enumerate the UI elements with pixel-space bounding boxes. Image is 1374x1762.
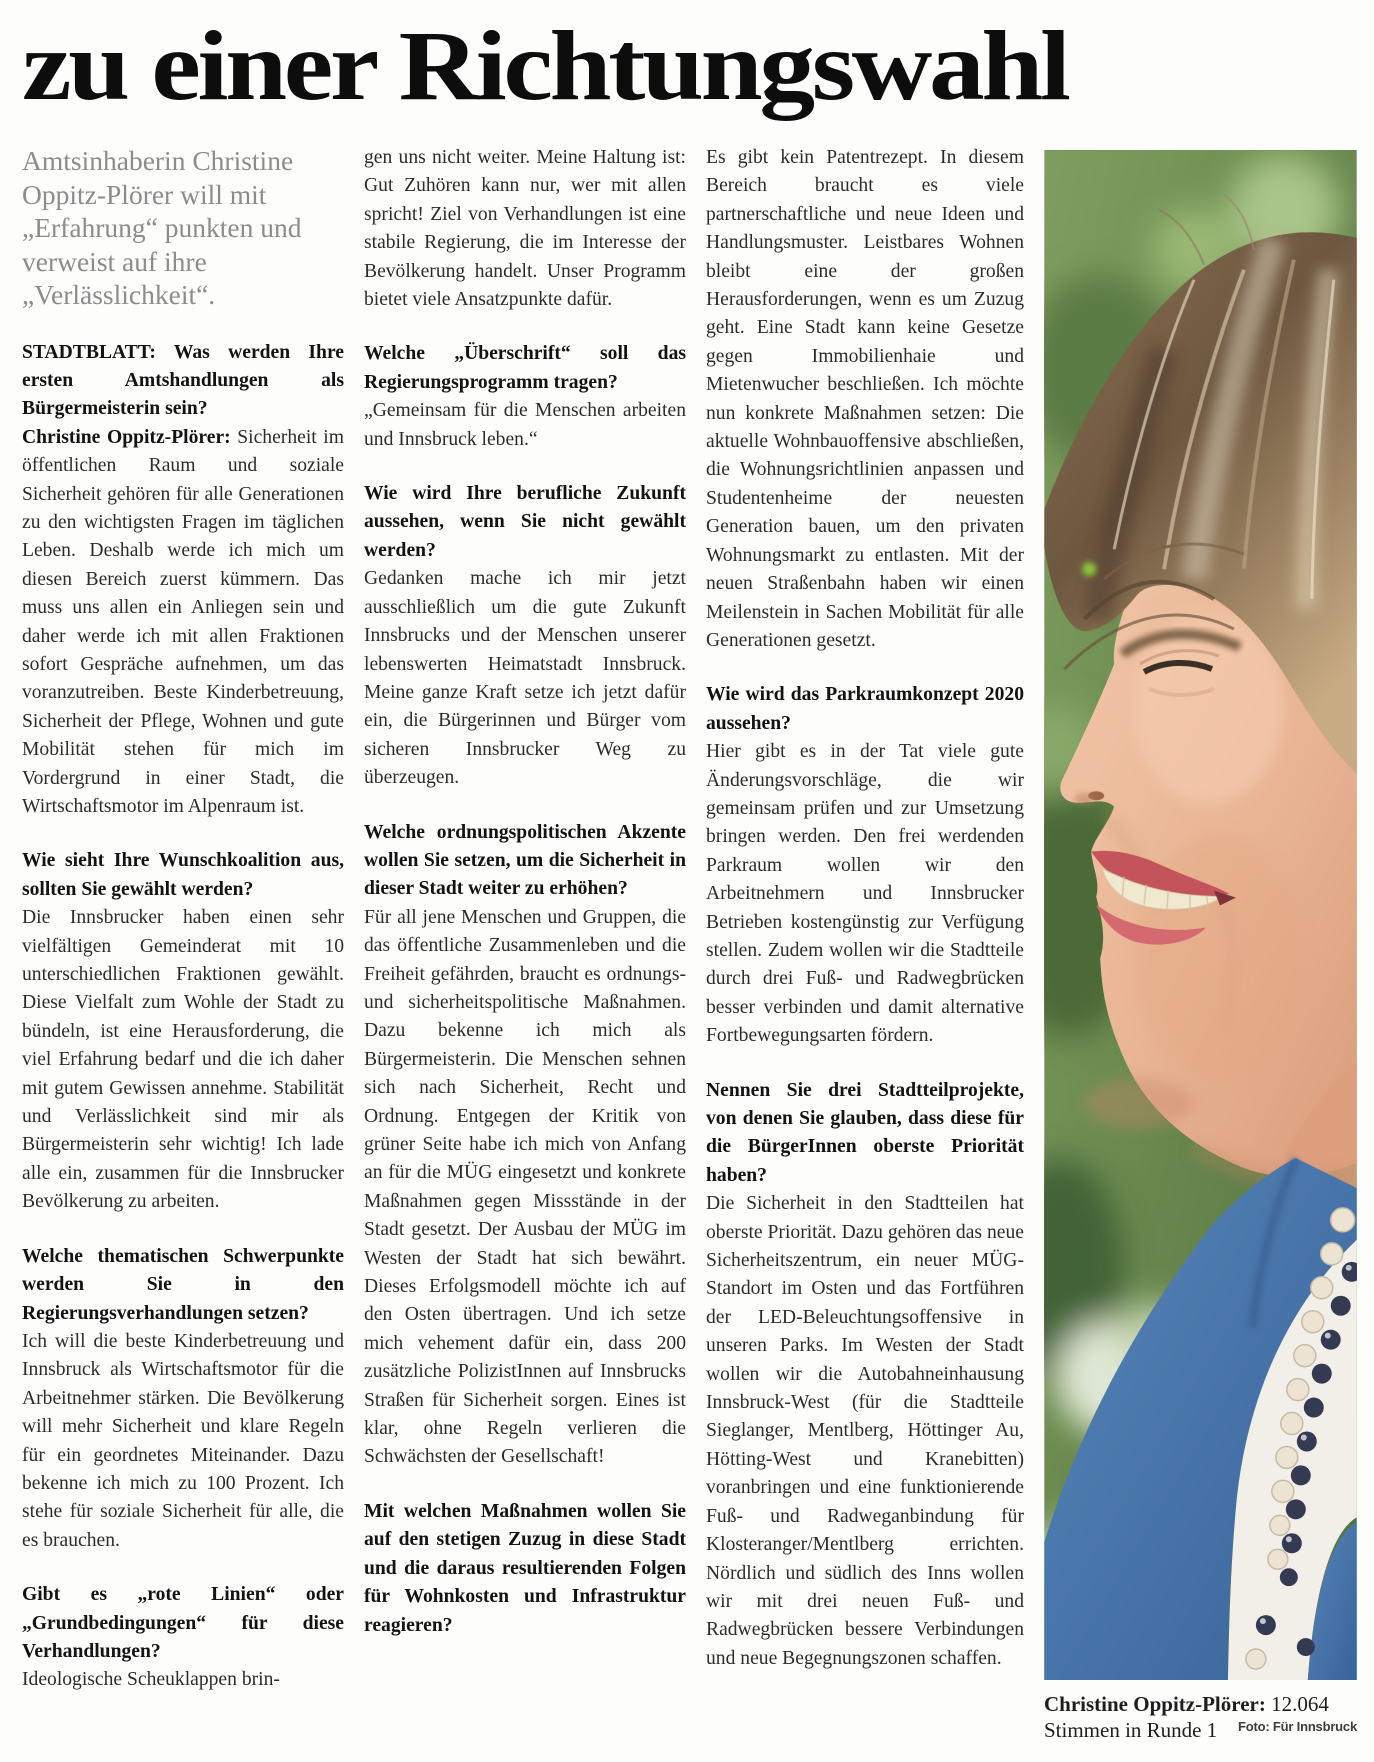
answer-block: Ideologische Scheuklappen brin- <box>22 1669 280 1691</box>
answer-block: Es gibt kein Patentrezept. In diesem Bereich braucht es viele partnerschaftliche und neue Ideen und Handlungsmuster. Leistbares Wohnen bleibt eine der großen Herausforderungen, wenn es um Zuzug geht. Eine Stadt kann keine Gesetze gegen Immobilienhaie und Mietenwucher beschließen. Ich möchte nun konkrete Maßnahmen setzen: Die aktuelle Wohnbauoffensive abschließen, die Wohnungsrichtlinien anpassen und Studentenheime der neuesten Generation bauen, um den privaten Wohnungsmarkt zu entlasten. Mit der neuen Straßenbahn haben wir einen Meilenstein in Sachen Mobilität für alle Generationen gesetzt. <box>706 147 1024 651</box>
question-block: STADTBLATT: Was werden Ihre ersten Amtshandlungen als Bürgermeisterin sein? <box>22 341 344 420</box>
portrait-photo <box>1044 150 1357 1680</box>
question-block: Wie sieht Ihre Wunschkoalition aus, sollten Sie gewählt werden? <box>22 850 344 900</box>
text-column-1 <box>22 144 344 1695</box>
intro-block: Amtsinhaberin Christine Oppitz-Plörer will mit „Erfahrung“ punkten und verweist auf ihre „Verlässlichkeit“. <box>22 145 302 310</box>
answer-block: Ich will die beste Kinderbetreuung und Innsbruck als Wirtschaftsmotor für die Arbeitnehmer stärken. Die Bevölkerung will mehr Sicherheit und klare Regeln für ein geordnetes Miteinander. Dazu bekenne ich mich zu 100 Prozent. Ich stehe für soziale Sicherheit für alle, die es brauchen. <box>22 1330 344 1551</box>
answer-block: Hier gibt es in der Tat viele gute Änderungsvorschläge, die wir gemeinsam prüfen und zur Umsetzung bringen werden. Den frei werdenden Parkraum wollen wir den Arbeitnehmern und Innsbrucker Betrieben kostengünstig zur Verfügung stellen. Zudem wollen wir die Stadtteile durch drei Fuß- und Radwegbrücken besser verbinden und damit alternative Fortbewegungsarten fördern. <box>706 741 1024 1047</box>
answer-block: gen uns nicht weiter. Meine Haltung ist: Gut Zuhören kann nur, wer mit allen spricht! Ziel von Verhandlungen ist eine stabile Regierung, die im Interesse der Bevölkerung handelt. Unser Programm bietet viele Ansatzpunkte dafür. <box>364 147 686 311</box>
article-body <box>0 144 1374 1743</box>
photo-credit: Foto: Für Innsbruck <box>1238 1719 1357 1734</box>
answer-block: Die Sicherheit in den Stadtteilen hat oberste Priorität. Dazu gehören das neue Sicherheitszentrum, ein neuer MÜG-Standort im Osten und das Fortführen der LED-Beleuchtungsoffensive in unseren Parks. Im Westen der Stadt wollen wir die Autobahneinhausung Innsbruck-West (für die Stadtteile Sieglanger, Mentlberg, Höttinger Au, Hötting-West und Kranebitten) voranbringen und eine funktionierende Fuß- und Radweganbindung für Klosteranger/Mentlberg errichten. Nördlich und südlich des Inns wollen wir mit drei neuen Fuß- und Radwegbrücken bessere Verbindungen und neue Begegnungszonen schaffen. <box>706 1193 1024 1669</box>
answer-block: Christine Oppitz-Plörer: Sicherheit im öffentlichen Raum und soziale Sicherheit gehören für alle Generationen zu den wichtigsten Fragen im täglichen Leben. Deshalb werde ich mich um diesen Bereich zuerst kümmern. Das muss uns allen ein Anliegen sein und daher werde ich mit allen Fraktionen sofort Gespräche aufnehmen, um das voranzutreiben. Beste Kinderbetreuung, Sicherheit der Pflege, Wohnen und gute Mobilität stehen für mich im Vordergrund in einer Stadt, die Wirtschaftsmotor im Alpenraum ist. <box>22 426 344 817</box>
text-column-2 <box>364 144 686 1640</box>
question-block: Wie wird Ihre berufliche Zukunft aussehen, wenn Sie nicht gewählt werden? <box>364 483 686 561</box>
answer-block: „Gemeinsam für die Menschen arbeiten und Innsbruck leben.“ <box>364 400 686 450</box>
question-block: Nennen Sie drei Stadtteilprojekte, von denen Sie glauben, dass diese für die BürgerInnen oberste Priorität haben? <box>706 1079 1024 1186</box>
article-headline <box>22 10 1374 121</box>
caption-votes-rest: Stimmen in Runde 1 <box>1044 1718 1218 1742</box>
question-block: Welche „Überschrift“ soll das Regierungsprogramm tragen? <box>364 343 686 393</box>
green-leaf-glint <box>1082 562 1096 576</box>
question-block: Wie wird das Parkraumkonzept 2020 aussehen? <box>706 684 1024 734</box>
answer-lead: Christine Oppitz-Plörer: <box>22 426 238 448</box>
answer-block: Die Innsbrucker haben einen sehr vielfältigen Gemeinderat mit 10 unterschiedlichen Fraktionen gewählt. Diese Vielfalt zum Wohle der Stadt zu bündeln, ist eine Herausforderung, die viel Erfahrung bedarf und die ich daher mit gutem Gewissen annehme. Stabilität und Verlässlichkeit sind mir als Bürgermeisterin sehr wichtig! Ich lade alle ein, zusammen für die Innsbrucker Bevölkerung zu arbeiten. <box>22 907 344 1213</box>
question-block: Welche ordnungspolitischen Akzente wollen Sie setzen, um die Sicherheit in dieser Stadt weiter zu erhöhen? <box>364 821 686 900</box>
photo-caption <box>1044 1691 1357 1743</box>
caption-name: Christine Oppitz-Plörer: <box>1044 1692 1266 1716</box>
portrait-figure <box>1044 150 1357 1743</box>
question-block: Gibt es „rote Linien“ oder „Grundbedingungen“ für diese Verhandlungen? <box>22 1584 344 1662</box>
caption-votes-number: 12.064 <box>1271 1692 1329 1716</box>
question-block: Welche thematischen Schwerpunkte werden Sie in den Regierungsverhandlungen setzen? <box>22 1245 344 1324</box>
answer-block: Gedanken mache ich mir jetzt ausschließlich um die gute Zukunft Innsbrucks und der Menschen unserer lebenswerten Heimatstadt Innsbruck. Meine ganze Kraft setze ich jetzt dafür ein, die Bürgerinnen und Bürger vom sicheren Innsbrucker Weg zu überzeugen. <box>364 568 686 789</box>
question-block: Mit welchen Maßnahmen wollen Sie auf den stetigen Zuzug in diese Stadt und die daraus resultierenden Folgen für Wohnkosten und Infrastruktur reagieren? <box>364 1500 686 1636</box>
answer-block: Für all jene Menschen und Gruppen, die das öffentliche Zusammenleben und die Freiheit gefährden, braucht es ordnungs- und sicherheitspolitische Maßnahmen. Dazu bekenne ich mich als Bürgermeisterin. Die Menschen sehnen sich nach Sicherheit, Recht und Ordnung. Entgegen der Kritik von grüner Seite habe ich mich von Anfang an für die MÜG eingesetzt und konkrete Maßnahmen gegen Missstände in der Stadt gesetzt. Der Ausbau der MÜG im Westen der Stadt hat sich bewährt. Dieses Erfolgsmodell möchte ich auf den Osten übertragen. Und ich setze mich vehement dafür ein, dass 200 zusätzliche PolizistInnen auf Innsbrucks Straßen für Sicherheit sorgen. Eines ist klar, ohne Regeln verlieren die Schwächsten der Gesellschaft! <box>364 906 686 1468</box>
headline-text: zu einer Richtungswahl <box>22 10 1068 121</box>
text-column-3 <box>706 144 1024 1673</box>
